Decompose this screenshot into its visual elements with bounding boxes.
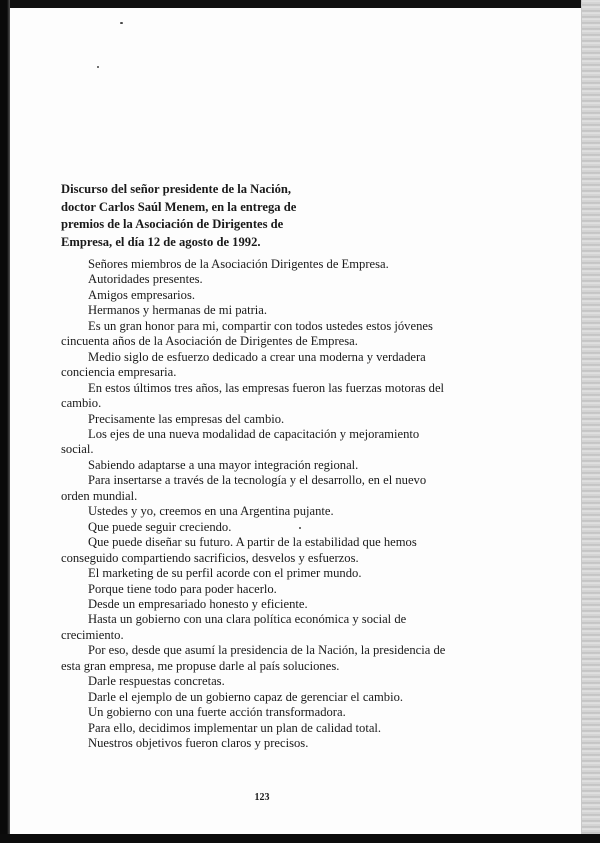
speech-heading [61,181,361,251]
scan-border-left [0,0,10,843]
body-line: Desde un empresariado honesto y eficiente. [88,596,308,611]
body-line: En estos últimos tres años, las empresas fueron las fuerzas motoras del [88,380,445,395]
scan-border-right [581,0,600,843]
page-number: 123 [254,792,270,803]
body-line: Darle el ejemplo de un gobierno capaz de gerenciar el cambio. [88,689,404,704]
body-line: cincuenta años de la Asociación de Dirigentes de Empresa. [61,334,358,349]
body-line: Para ello, decidimos implementar un plan de calidad total. [88,720,382,735]
body-line: conciencia empresaria. [61,365,177,380]
body-line: Un gobierno con una fuerte acción transformadora. [88,705,346,720]
body-line: Amigos empresarios. [88,287,196,302]
body-line: Que puede seguir creciendo. [88,519,232,534]
heading-line: Discurso del señor presidente de la Nación, [61,182,292,196]
body-line: esta gran empresa, me propuse darle al país soluciones. [61,658,340,673]
body-line: El marketing de su perfil acorde con el primer mundo. [88,566,362,581]
body-line: orden mundial. [61,488,138,503]
body-line: Los ejes de una nueva modalidad de capacitación y mejoramiento [88,426,420,441]
scan-border-bottom [0,834,600,843]
body-line: Para insertarse a través de la tecnología y el desarrollo, en el nuevo [88,473,427,488]
body-line: crecimiento. [61,627,124,642]
heading-line: Empresa, el día 12 de agosto de 1992. [61,234,261,249]
body-line: Precisamente las empresas del cambio. [88,411,285,426]
body-line: Ustedes y yo, creemos en una Argentina pujante. [88,504,334,519]
body-line: Hermanos y hermanas de mi patria. [88,303,268,318]
body-line: cambio. [61,396,102,411]
heading-line: doctor Carlos Saúl Menem, en la entrega de [61,199,297,214]
body-line: Porque tiene todo para poder hacerlo. [88,581,277,596]
body-line: Señores miembros de la Asociación Dirigentes de Empresa. [88,257,389,271]
scan-speck [120,22,123,24]
body-line: social. [61,442,94,457]
body-line: Autoridades presentes. [88,272,203,287]
body-line: conseguido compartiendo sacrificios, desvelos y esfuerzos. [61,550,359,565]
heading-line: premios de la Asociación de Dirigentes de [61,217,284,231]
speech-body [61,257,481,752]
body-line: Sabiendo adaptarse a una mayor integración regional. [88,457,359,472]
body-line: Medio siglo de esfuerzo dedicado a crear una moderna y verdadera [88,349,426,364]
scan-border-top [0,0,600,8]
body-line: Nuestros objetivos fueron claros y precisos. [88,736,309,751]
body-line: Hasta un gobierno con una clara política económica y social de [88,612,407,627]
body-line: Es un gran honor para mi, compartir con todos ustedes estos jóvenes [88,318,433,333]
body-line: Por eso, desde que asumí la presidencia de la Nación, la presidencia de [88,643,446,658]
scan-speck [97,66,99,68]
body-line: Darle respuestas concretas. [88,674,225,689]
body-line: Que puede diseñar su futuro. A partir de la estabilidad que hemos [88,535,417,550]
